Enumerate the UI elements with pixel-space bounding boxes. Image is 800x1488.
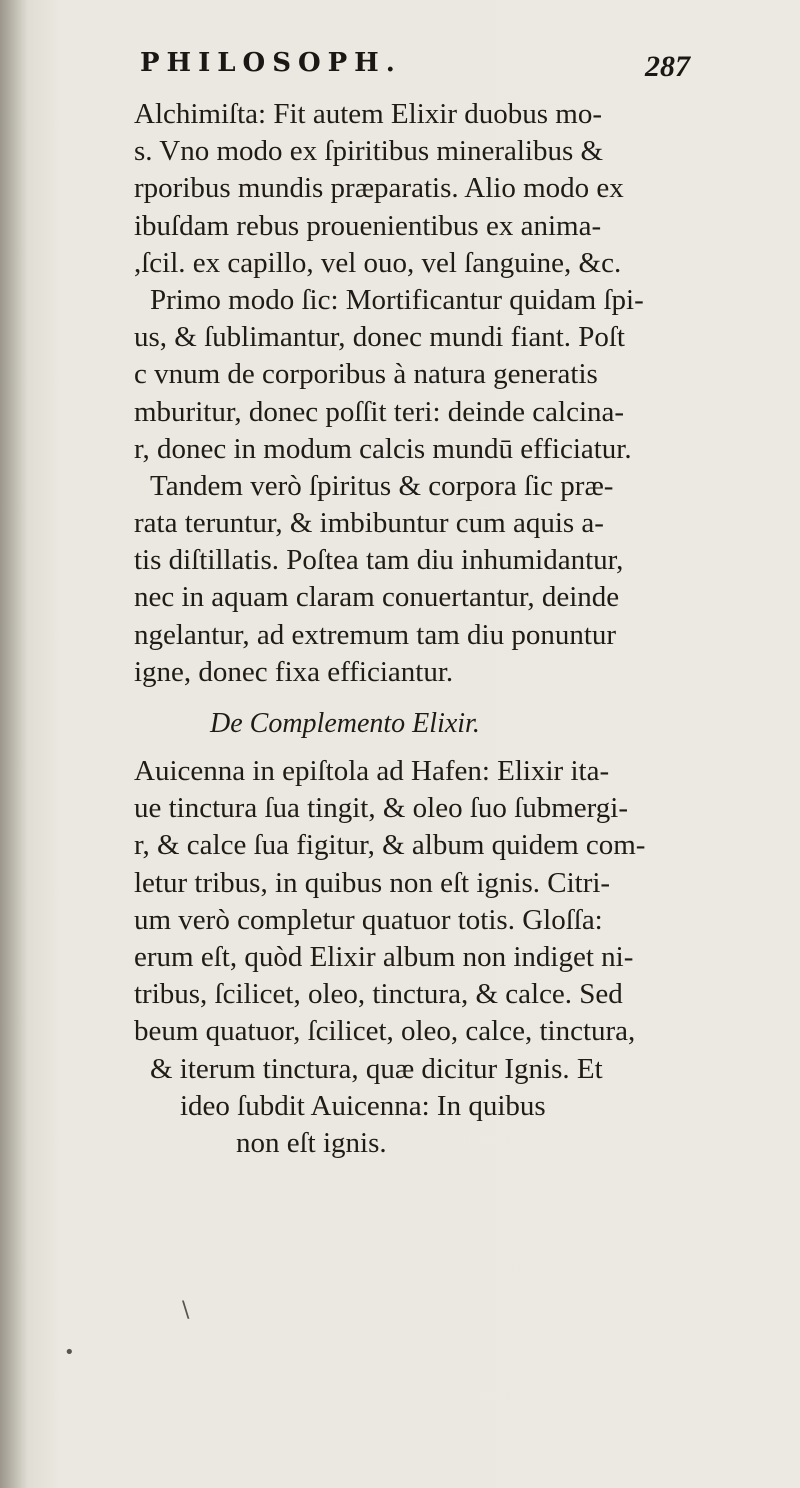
text-line: s. Vno modo ex ſpiritibus mineralibus & bbox=[134, 135, 604, 168]
paragraph-4 bbox=[18, 753, 718, 1162]
running-head bbox=[140, 48, 690, 92]
text-line: Auicenna in epiſtola ad Hafen: Elixir ita- bbox=[134, 755, 610, 787]
page-number: 287 bbox=[645, 50, 690, 83]
text-line: igne, donec fixa efficiantur. bbox=[134, 655, 454, 688]
text-line: mburitur, donec poſſit teri: deinde calcina- bbox=[134, 395, 625, 428]
text-line: & iterum tinctura, quæ dicitur Ignis. Et bbox=[150, 1052, 603, 1085]
text-line: um verò completur quatuor totis. Gloſſa: bbox=[134, 903, 603, 936]
text-line: ngelantur, ad extremum tam diu ponuntur bbox=[134, 618, 617, 651]
ink-mark: \ bbox=[182, 1298, 190, 1323]
paragraph-2 bbox=[18, 282, 718, 468]
text-line: non eſt ignis. bbox=[236, 1126, 387, 1159]
text-line: ideo ſubdit Auicenna: In quibus bbox=[180, 1089, 546, 1122]
text-line: ue tinctura ſua tingit, & oleo ſuo ſubmergi- bbox=[134, 792, 628, 825]
text-line: r, donec in modum calcis mundū efficiatur. bbox=[134, 432, 632, 465]
body-text bbox=[18, 96, 718, 1162]
text-line: c vnum de corporibus à natura generatis bbox=[134, 358, 598, 391]
text-line: rporibus mundis præparatis. Alio modo ex bbox=[134, 172, 624, 205]
section-heading: De Complemento Elixir. bbox=[210, 708, 480, 739]
text-line: Primo modo ſic: Mortificantur quidam ſpi- bbox=[150, 283, 644, 316]
paragraph-3 bbox=[18, 468, 718, 691]
paragraph-1 bbox=[18, 96, 718, 282]
text-line: Alchimiſta: Fit autem Elixir duobus mo- bbox=[134, 98, 602, 130]
text-line: us, & ſublimantur, donec mundi fiant. Poſt bbox=[134, 321, 625, 354]
text-line: erum eſt, quòd Elixir album non indiget ni- bbox=[134, 940, 634, 973]
text-line: r, & calce ſua figitur, & album quidem com- bbox=[134, 829, 646, 862]
text-line: rata teruntur, & imbibuntur cum aquis a- bbox=[134, 507, 604, 540]
text-line: Tandem verò ſpiritus & corpora ſic præ- bbox=[150, 469, 614, 502]
text-line: letur tribus, in quibus non eſt ignis. Citri- bbox=[134, 866, 611, 899]
text-line: tis diſtillatis. Poſtea tam diu inhumidantur, bbox=[134, 544, 624, 577]
ink-dot: • bbox=[64, 1342, 75, 1363]
text-line: ibuſdam rebus prouenientibus ex anima- bbox=[134, 209, 602, 242]
running-head-title: PHILOSOPH. bbox=[140, 48, 402, 78]
text-line: beum quatuor, ſcilicet, oleo, calce, tinctura, bbox=[134, 1015, 636, 1048]
text-line: nec in aquam claram conuertantur, deinde bbox=[134, 581, 620, 614]
text-line: tribus, ſcilicet, oleo, tinctura, & calce. Sed bbox=[134, 978, 623, 1011]
text-line: ,ſcil. ex capillo, vel ouo, vel ſanguine, &c. bbox=[134, 246, 622, 279]
